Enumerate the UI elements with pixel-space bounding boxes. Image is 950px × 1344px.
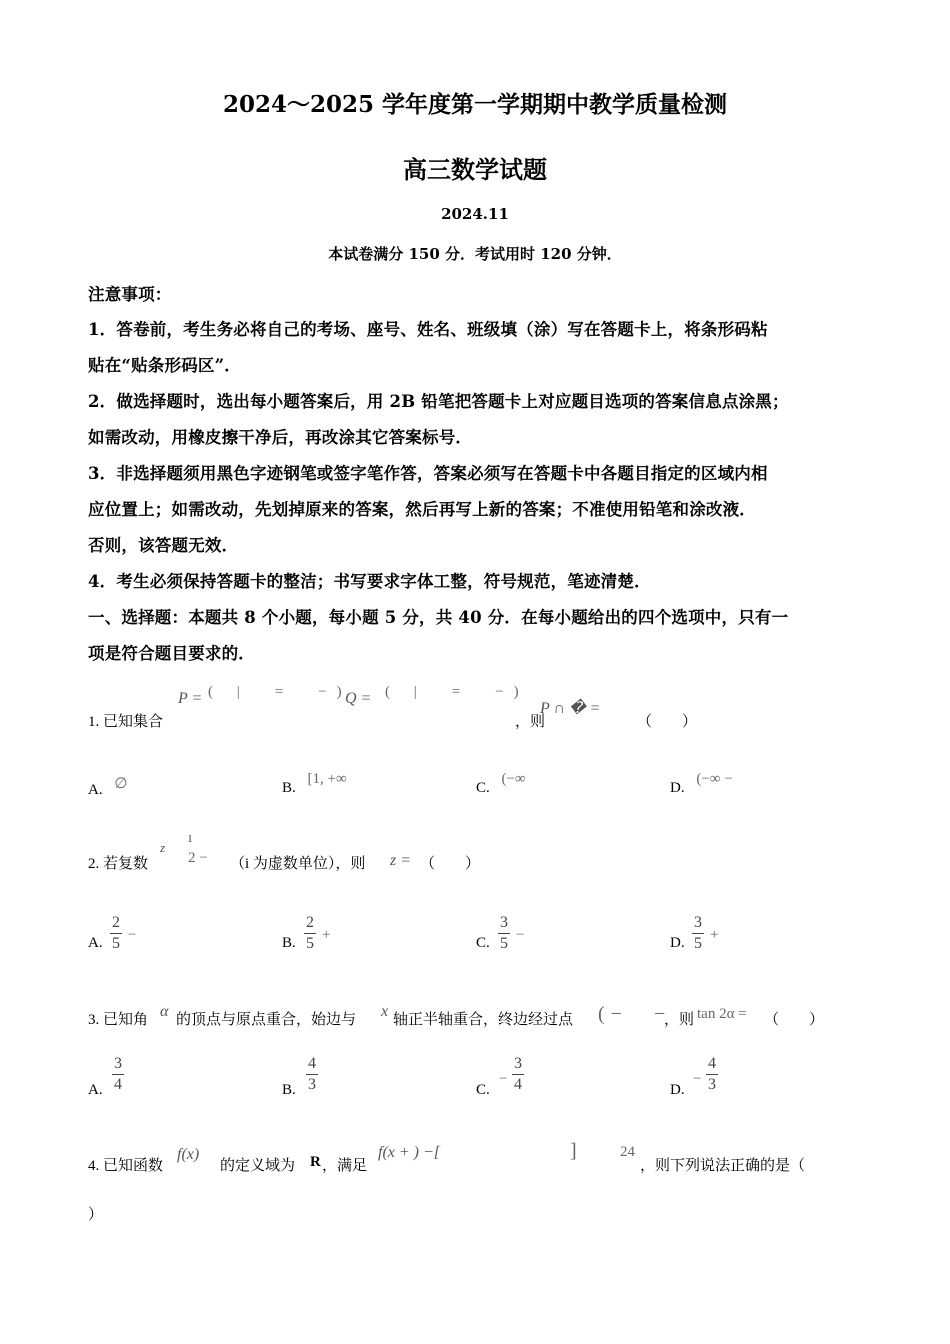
q1-option-b — [282, 771, 347, 797]
q4-mid2: ，满足 — [322, 1158, 368, 1174]
option-label: D. — [670, 1082, 685, 1098]
option-label: B. — [282, 935, 296, 951]
q1-answer-paren: （ ） — [637, 714, 698, 730]
notice-heading: 注意事项： — [88, 285, 172, 304]
q3-prefix: 3. 已知角 — [88, 1012, 149, 1028]
q2-option-a-op: − — [128, 927, 137, 943]
q1-set-p-body: ( | = −) — [208, 684, 352, 700]
q3-x: x — [381, 1003, 389, 1020]
notice-line: 2．做选择题时，选出每小题答案后，用 2B 铅笔把答题卡上对应题目选项的答案信息点涂黑； — [88, 392, 789, 411]
q3-alpha: α — [160, 1003, 169, 1020]
q4-function: f(x) — [177, 1146, 200, 1163]
q3-option-a-fraction — [112, 1055, 124, 1094]
q2-conjugate: z = — [390, 852, 412, 869]
q2-option-d-op: + — [710, 927, 719, 943]
q2-option-b — [282, 935, 296, 952]
q3-option-b — [282, 1082, 296, 1099]
q4-tail: ，则下列说法正确的是（ — [640, 1158, 806, 1174]
option-math: [1, +∞ — [307, 771, 347, 787]
numerator: 3 — [514, 1055, 522, 1072]
exam-title: 2024～2025 学年度第一学期期中教学质量检测 — [222, 91, 728, 118]
section-heading-line2: 项是符合题目要求的． — [88, 644, 255, 663]
q4-prefix: 4. 已知函数 — [88, 1158, 164, 1174]
q4-paren-close: ） — [88, 1207, 104, 1223]
q3-mid2: 轴正半轴重合，终边经过点 — [393, 1012, 574, 1028]
option-label: C. — [476, 935, 490, 951]
q4-number: 24 — [620, 1144, 635, 1160]
q3-tan-expr: tan 2α = — [697, 1006, 747, 1022]
denominator: 4 — [514, 1076, 522, 1093]
numerator: 4 — [308, 1055, 316, 1072]
denominator: 5 — [112, 935, 120, 952]
exam-full-marks: 本试卷满分 150 分．考试用时 120 分钟． — [328, 245, 622, 263]
q1-set-q: Q = — [345, 690, 372, 707]
exam-subtitle: 高三数学试题 — [403, 155, 547, 184]
notice-line: 贴在“贴条形码区”． — [88, 356, 241, 375]
q2-mid: （i 为虚数单位），则 — [230, 856, 366, 872]
notice-line: 应位置上；如需改动，先划掉原来的答案，然后再写上新的答案；不准使用铅笔和涂改液． — [88, 500, 756, 519]
denominator: 5 — [694, 935, 702, 952]
q3-option-a — [88, 1082, 103, 1099]
q2-option-b-op: + — [322, 927, 331, 943]
q2-option-c-op: − — [516, 927, 525, 943]
notice-line: 如需改动，用橡皮擦干净后，再改涂其它答案标号． — [88, 428, 473, 447]
q4-reals: R — [310, 1154, 321, 1170]
q4-mid1: 的定义域为 — [220, 1158, 296, 1174]
q2-answer-paren: （ ） — [420, 856, 481, 872]
option-label: A. — [88, 1082, 103, 1098]
q3-then: ，则 — [664, 1012, 695, 1028]
q3-option-c-sign: − — [499, 1071, 508, 1087]
q3-mid1: 的顶点与原点重合，始边与 — [176, 1012, 357, 1028]
option-label: C. — [476, 780, 490, 796]
q3-option-d-sign: − — [693, 1071, 702, 1087]
option-label: D. — [670, 935, 685, 951]
q3-option-c — [476, 1082, 490, 1099]
option-label: B. — [282, 780, 296, 796]
exam-date: 2024.11 — [441, 205, 509, 223]
q2-option-c-fraction — [498, 914, 510, 953]
denominator: 5 — [306, 935, 314, 952]
notice-line: 否则，该答题无效． — [88, 536, 239, 555]
option-label: D. — [670, 780, 685, 796]
q2-option-d — [670, 935, 685, 952]
numerator: 4 — [708, 1055, 716, 1072]
denominator: 3 — [308, 1076, 316, 1093]
q3-option-d — [670, 1082, 685, 1099]
numerator: 3 — [500, 914, 508, 931]
q3-option-b-fraction — [306, 1055, 318, 1094]
q2-option-a-fraction — [110, 914, 122, 953]
denominator: 3 — [708, 1076, 716, 1093]
option-label: A. — [88, 782, 103, 798]
q2-option-b-fraction — [304, 914, 316, 953]
q2-var: z — [160, 840, 166, 855]
denominator: 5 — [500, 935, 508, 952]
notice-line: 4．考生必须保持答题卡的整洁；书写要求字体工整，符号规范，笔迹清楚． — [88, 572, 651, 591]
q1-option-c — [476, 771, 526, 797]
numerator: 3 — [694, 914, 702, 931]
q1-then: ，则 — [515, 714, 546, 730]
numerator: 2 — [306, 914, 314, 931]
section-heading-line1: 一、选择题：本题共 8 个小题，每小题 5 分，共 40 分．在每小题给出的四个选项中，只有一 — [88, 608, 789, 627]
q3-point: (− − — [598, 1003, 672, 1025]
q2-fraction: ı 2 − — [188, 830, 208, 866]
numerator: 2 — [112, 914, 120, 931]
option-math: (−∞ — [501, 771, 526, 787]
q4-condition: f(x + ) −[ — [378, 1144, 441, 1161]
q1-set-q-body: ( | = −) — [385, 684, 529, 700]
q3-option-d-fraction — [706, 1055, 718, 1094]
option-label: C. — [476, 1082, 490, 1098]
q3-option-c-fraction — [512, 1055, 524, 1094]
q4-bracket-close: ] — [570, 1140, 577, 1162]
option-label: A. — [88, 935, 103, 951]
q1-prefix: 1. 已知集合 — [88, 714, 164, 730]
q1-option-d — [670, 771, 733, 797]
notice-line: 3．非选择题须用黑色字迹钢笔或签字笔作答，答案必须写在答题卡中各题目指定的区域内相 — [88, 464, 768, 483]
q1-set-p: P = — [178, 690, 203, 707]
option-math: ∅ — [114, 776, 128, 792]
q3-answer-paren: （ ） — [764, 1012, 825, 1028]
notice-line: 1．答卷前，考生务必将自己的考场、座号、姓名、班级填（涂）写在答题卡上，将条形码粘 — [88, 320, 768, 339]
q2-option-d-fraction — [692, 914, 704, 953]
option-math: (−∞ − — [696, 771, 733, 787]
q2-option-a — [88, 935, 103, 952]
numerator: 3 — [114, 1055, 122, 1072]
q2-prefix: 2. 若复数 — [88, 856, 149, 872]
option-label: B. — [282, 1082, 296, 1098]
q2-option-c — [476, 935, 490, 952]
q1-option-a — [88, 776, 128, 799]
denominator: 4 — [114, 1076, 122, 1093]
q1-intersection: P ∩ � = — [540, 700, 601, 717]
